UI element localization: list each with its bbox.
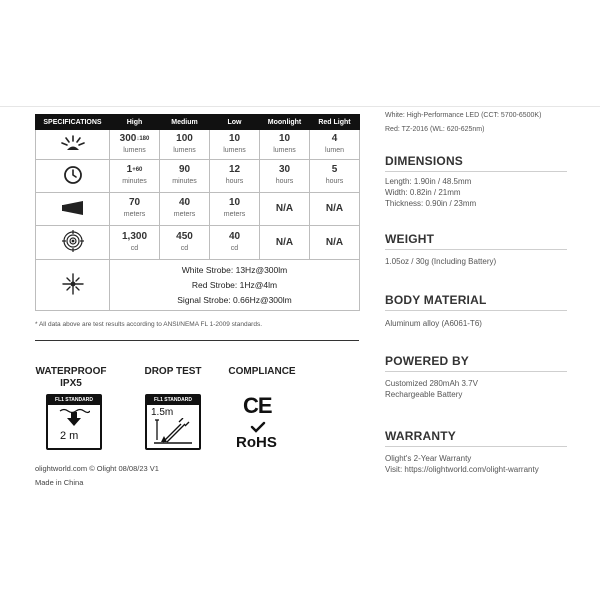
weight-value: 1.05oz / 30g (Including Battery) [385, 257, 497, 266]
waterproof-title: WATERPROOF IPX5 [35, 366, 107, 389]
beam-distance-medium: 40 meters [160, 193, 210, 226]
runtime-moonlight: 30 hours [260, 160, 310, 193]
top-divider [0, 106, 600, 107]
clock-icon [36, 160, 110, 193]
strobe-modes [110, 260, 360, 311]
weight-rule [385, 249, 567, 250]
warranty-rule [385, 446, 567, 447]
output-moonlight: 10 lumens [260, 130, 310, 160]
beam-distance-moonlight: N/A [260, 193, 310, 226]
intensity-target-icon [36, 226, 110, 260]
output-red-light: 4 lumen [310, 130, 360, 160]
header-moonlight: Moonlight [260, 115, 310, 130]
intensity-red-light: N/A [310, 226, 360, 260]
runtime-low: 12 hours [210, 160, 260, 193]
header-specifications: SPECIFICATIONS [36, 115, 110, 130]
powered-by-rule [385, 371, 567, 372]
header-medium: Medium [160, 115, 210, 130]
rohs-mark: RoHS [236, 434, 277, 451]
dimensions-rule [385, 171, 567, 172]
body-material-value: Aluminum alloy (A6061-T6) [385, 319, 482, 328]
led-red-spec: Red: TZ-2016 (WL: 620-625nm) [385, 126, 485, 133]
dimension-length: Length: 1.90in / 48.5mm [385, 177, 472, 186]
dimensions-heading: DIMENSIONS [385, 154, 464, 168]
battery-spec-line2: Rechargeable Battery [385, 390, 463, 399]
beam-distance-high: 70 meters [110, 193, 160, 226]
intensity-row [36, 226, 360, 260]
intensity-medium: 450 cd [160, 226, 210, 260]
powered-by-heading: POWERED BY [385, 354, 470, 368]
dimension-thickness: Thickness: 0.90in / 23mm [385, 199, 477, 208]
compliance-title: COMPLIANCE [228, 366, 296, 377]
dimension-width: Width: 0.82in / 21mm [385, 188, 461, 197]
beam-distance-low: 10 meters [210, 193, 260, 226]
spec-header-row [36, 115, 360, 130]
origin-text: Made in China [35, 478, 84, 487]
section-divider [35, 340, 359, 341]
output-low: 10 lumens [210, 130, 260, 160]
strobe-red: Red Strobe: 1Hz@4lm [191, 279, 278, 290]
copyright-text: olightworld.com © Olight 08/08/23 V1 [35, 464, 159, 473]
test-note: * All data above are test results according to ANSI/NEMA FL 1-2009 standards. [35, 321, 263, 328]
strobe-icon [36, 260, 110, 311]
drop-test-badge [145, 394, 201, 450]
runtime-high: $1^{+60}$ minutes [110, 160, 160, 193]
battery-spec-line1: Customized 280mAh 3.7V [385, 379, 478, 388]
runtime-red-light: 5 hours [310, 160, 360, 193]
drop-height: 1.5m [151, 407, 174, 418]
intensity-low: 40 cd [210, 226, 260, 260]
weight-heading: WEIGHT [385, 232, 435, 246]
waterproof-badge [46, 394, 102, 450]
spec-table [35, 114, 360, 311]
runtime-row [36, 160, 360, 193]
output-medium: 100 lumens [160, 130, 210, 160]
header-high: High [110, 115, 160, 130]
warranty-text: Olight's 2-Year Warranty [385, 454, 472, 463]
brightness-icon [36, 130, 110, 160]
water-drop-arrow-icon [58, 407, 90, 427]
rohs-check-icon [250, 421, 266, 433]
output-high: $300^{↓180}$ lumens [110, 130, 160, 160]
strobe-row [36, 260, 360, 311]
strobe-white: White Strobe: 13Hz@300lm [181, 264, 288, 275]
beam-distance-red-light: N/A [310, 193, 360, 226]
warranty-link[interactable]: Visit: https://olightworld.com/olight-warranty [385, 465, 539, 474]
beam-distance-row [36, 193, 360, 226]
output-row [36, 130, 360, 160]
header-red-light: Red Light [310, 115, 360, 130]
strobe-signal: Signal Strobe: 0.66Hz@300lm [177, 294, 292, 305]
header-low: Low [210, 115, 260, 130]
led-white-spec: White: High-Performance LED (CCT: 5700-6500K) [385, 112, 542, 119]
warranty-heading: WARRANTY [385, 429, 456, 443]
waterproof-depth: 2 m [60, 430, 79, 442]
intensity-moonlight: N/A [260, 226, 310, 260]
body-material-rule [385, 310, 567, 311]
waterproof-badge-caption: FL1 STANDARD [48, 396, 100, 405]
body-material-heading: BODY MATERIAL [385, 293, 487, 307]
ce-mark: CE [243, 393, 272, 418]
drop-test-badge-caption: FL1 STANDARD [147, 396, 199, 405]
drop-test-title: DROP TEST [144, 366, 202, 377]
drop-impact-icon [153, 418, 193, 444]
intensity-high: 1,300 cd [110, 226, 160, 260]
runtime-medium: 90 minutes [160, 160, 210, 193]
beam-distance-icon [36, 193, 110, 226]
